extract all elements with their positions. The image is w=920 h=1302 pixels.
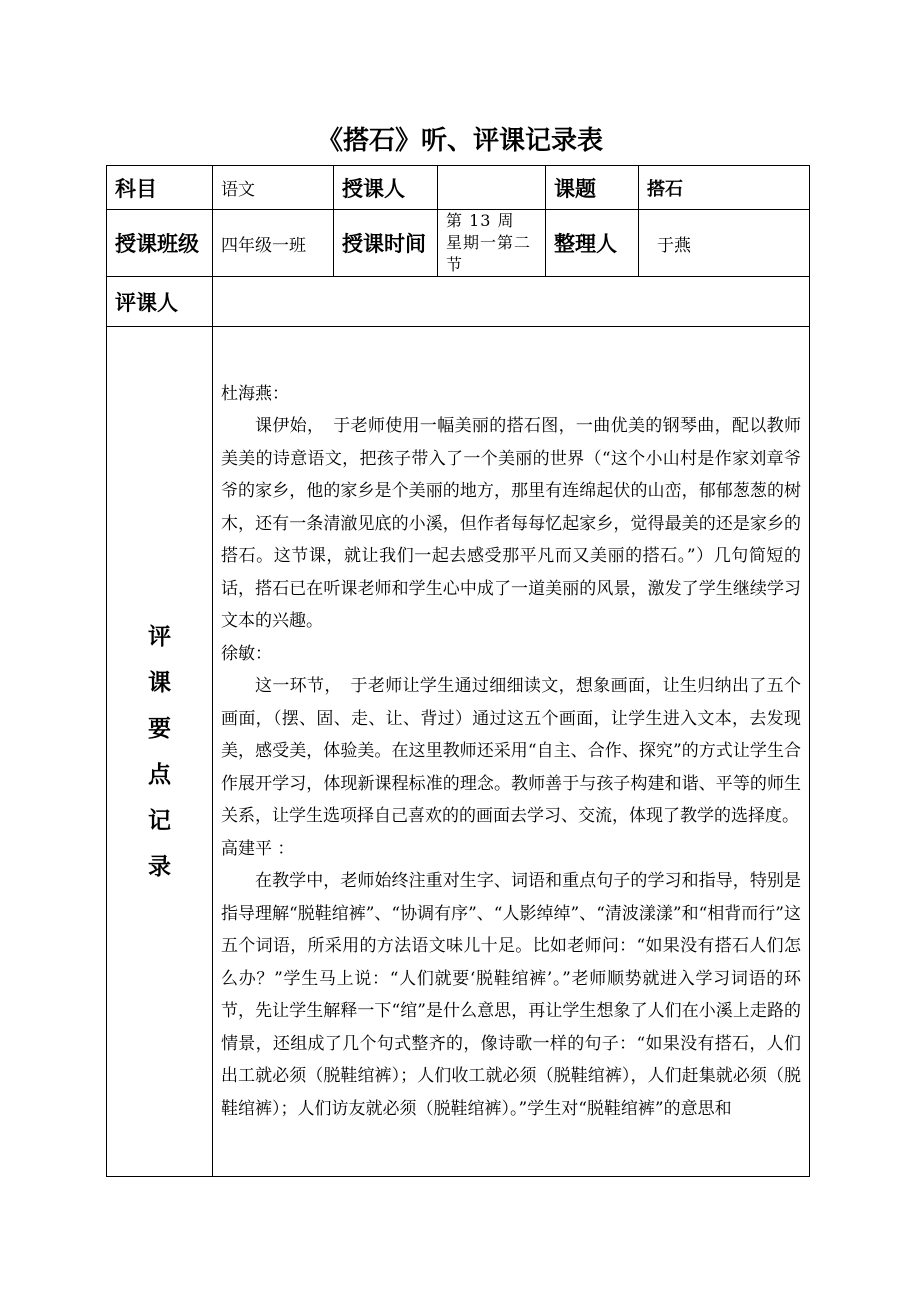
- table-row-class: [107, 210, 810, 277]
- side-label-char: 评: [148, 623, 171, 650]
- table-row-evaluator: [107, 277, 810, 327]
- subject-label: 科目: [107, 166, 213, 210]
- topic-value: 搭石: [639, 166, 810, 210]
- evaluator-value: [213, 277, 810, 327]
- side-label-char: 要: [148, 715, 171, 742]
- reviewer-name: 高建平 ：: [221, 838, 295, 859]
- notes-side-label: [107, 327, 213, 1177]
- teacher-value: [438, 166, 546, 210]
- review-paragraph: 这一环节， 于老师让学生通过细细读文，想象画面，让生归纳出了五个画面，（摆、固、走、让、背过）通过这五个画面，让学生进入文本，去发现美，感受美，体验美。在这里教师还采用“自主、合作、探究”的方式让学生合作展开学习，体现新课程标准的理念。教师善于与孩子构建和谐、平等的师生关系，让学生选项择自己喜欢的的画面去学习、交流，体现了教学的选择度。: [221, 676, 801, 827]
- class-value: 四年级一班: [213, 210, 334, 277]
- organizer-value: 于燕: [639, 210, 810, 277]
- subject-value: 语文: [213, 166, 334, 210]
- page-title: 《搭石》听、评课记录表: [316, 126, 603, 156]
- evaluator-label: 评课人: [107, 277, 213, 327]
- organizer-label: 整理人: [546, 210, 639, 277]
- reviewer-name: 杜海燕：: [221, 383, 289, 404]
- time-value: 第 13 周 星期一第二节: [438, 210, 546, 277]
- review-paragraph: 在教学中，老师始终注重对生字、词语和重点句子的学习和指导，特别是指导理解“脱鞋绾裤”、“协调有序”、“人影绰绰”、“清波漾漾”和“相背而行”这五个词语，所采用的方法语文味儿十足。比如老师问：“如果没有搭石人们怎么办？”学生马上说：“人们就要‘脱鞋绾裤’。”老师顺势就进入学习词语的环节，先让学生解释一下“绾”是什么意思，再让学生想象了人们在小溪上走路的情景，还组成了几个句式整齐的，像诗歌一样的句子：“如果没有搭石，人们出工就必须（脱鞋绾裤）；人们收工就必须（脱鞋绾裤），人们赶集就必须（脱鞋绾裤）；人们访友就必须（脱鞋绾裤）。”学生对“脱鞋绾裤”的意思和: [221, 871, 801, 1119]
- class-label: 授课班级: [107, 210, 213, 277]
- time-label: 授课时间: [334, 210, 438, 277]
- topic-label: 课题: [546, 166, 639, 210]
- lesson-record-table: [106, 165, 810, 1177]
- review-paragraph: 课伊始， 于老师使用一幅美丽的搭石图，一曲优美的钢琴曲，配以教师美美的诗意语文，把孩子带入了一个美丽的世界（“这个小山村是作家刘章爷爷的家乡，他的家乡是个美丽的地方，那里有连绵起伏的山峦，郁郁葱葱的树木，还有一条清澈见底的小溪，但作者每每忆起家乡，觉得最美的还是家乡的搭石。这节课，就让我们一起去感受那平凡而又美丽的搭石。”）几句简短的话，搭石已在听课老师和学生心中成了一道美丽的风景，激发了学生继续学习文本的兴趣。: [221, 416, 801, 632]
- reviewer-name: 徐敏：: [221, 643, 272, 664]
- side-label-char: 记: [148, 807, 171, 834]
- table-row-notes: [107, 327, 810, 1177]
- notes-content: [213, 327, 810, 1177]
- teacher-label: 授课人: [334, 166, 438, 210]
- side-label-char: 录: [148, 853, 171, 880]
- side-label-char: 点: [148, 761, 171, 788]
- side-label-char: 课: [148, 669, 171, 696]
- table-row-subject: [107, 166, 810, 210]
